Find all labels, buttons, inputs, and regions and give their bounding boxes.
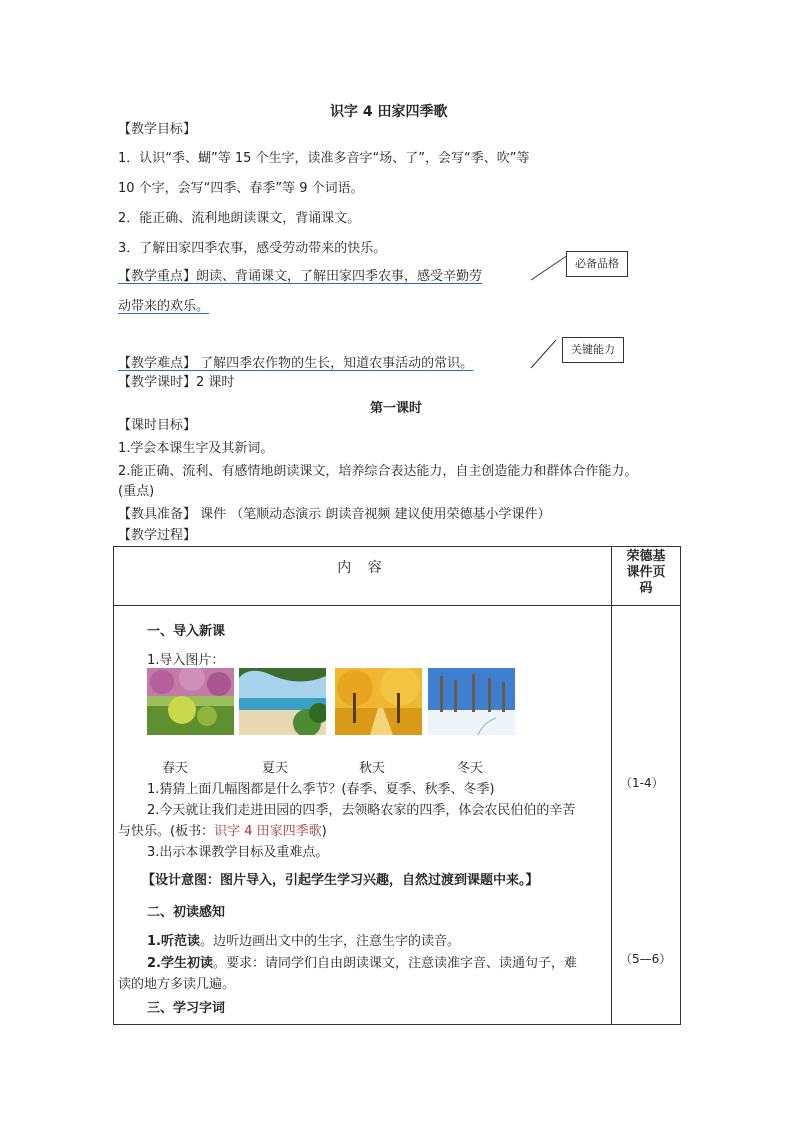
lesson1-goal2: 2.能正确、流利、有感情地朗读课文，培养综合表达能力，自主创造能力和群体合作能力。 [118,464,638,479]
autumn-photo [335,668,422,735]
section-intro-item: 1.导入图片： [147,653,225,668]
design-intent: 【设计意图：图片导入，引起学生学习兴趣，自然过渡到课题中来。】 [142,873,539,888]
table-header-page: 荣德基 课件页 码 [612,547,681,606]
section-vocabulary: 三、学习字词 [147,1001,226,1016]
page-range-1: （1-4） [620,776,664,790]
winter-photo [428,668,515,735]
caption-spring: 春天 [162,761,189,776]
table-header-content: 内 容 [114,547,612,606]
student-reading-line2: 读的地方多读几遍。 [118,977,236,992]
lesson-table [113,546,681,1025]
lesson-hours: 【教学课时】2 课时 [118,375,235,390]
objectives-heading: 【教学目标】 [118,122,197,137]
summer-photo [239,668,326,735]
caption-autumn: 秋天 [359,761,386,776]
callout-quality: 必备品格 [566,251,628,277]
board-writing: 识字 4 田家四季歌 [214,824,322,839]
caption-summer: 夏天 [262,761,289,776]
section-first-reading: 二、初读感知 [147,905,226,920]
question-3: 3.出示本课教学目标及重难点。 [147,845,329,860]
lesson1-goal2-note: (重点) [118,484,155,499]
objective-1-line2: 10 个字，会写“四季、春季”等 9 个词语。 [118,181,364,196]
lesson1-goal1: 1.学会本课生字及其新词。 [118,441,274,456]
lesson1-goal-heading: 【课时目标】 [118,418,197,433]
objective-3: 3．了解田家四季农事，感受劳动带来的快乐。 [118,241,387,256]
lesson1-process: 【教学过程】 [118,528,197,543]
question-1: 1.猜猜上面几幅图都是什么季节？(春季、夏季、秋季、冬季) [147,782,495,797]
page-cell [612,606,681,1025]
question-2-line1: 2.今天就让我们走进田园的四季，去领略农家的四季，体会农民伯伯的辛苦 [147,803,576,818]
callout-ability: 关键能力 [562,337,624,363]
lesson1-title: 第一课时 [370,401,423,416]
lesson1-prep: 【教具准备】 课件 （笔顺动态演示 朗读音视频 建议使用荣德基小学课件） [118,507,551,522]
difficulty: 【教学难点】 了解四季农作物的生长，知道农事活动的常识。 [118,356,474,371]
content-cell [114,606,612,1025]
caption-winter: 冬天 [457,761,484,776]
section-intro: 一、导入新课 [147,624,226,639]
student-reading-line1: 2.学生初读。要求：请同学们自由朗读课文，注意读准字音、读通句子，难 [147,956,577,971]
listen-reading: 1.听范读。边听边画出文中的生字，注意生字的读音。 [147,934,460,949]
page-range-2: （5—6） [620,952,672,966]
question-2-line2: 与快乐。(板书：识字 4 田家四季歌) [118,824,327,839]
objective-1-line1: 1．认识“季、蝴”等 15 个生字，读准多音字“场、了”，会写“季、吹”等 [118,151,530,166]
spring-photo [147,668,234,735]
key-points-line1: 【教学重点】朗读、背诵课文，了解田家四季农事，感受辛勤劳 [118,269,483,284]
key-points-line2: 动带来的欢乐。 [118,299,210,314]
objective-2: 2．能正确、流利地朗读课文，背诵课文。 [118,211,361,226]
page-title: 识字 4 田家四季歌 [330,104,448,120]
